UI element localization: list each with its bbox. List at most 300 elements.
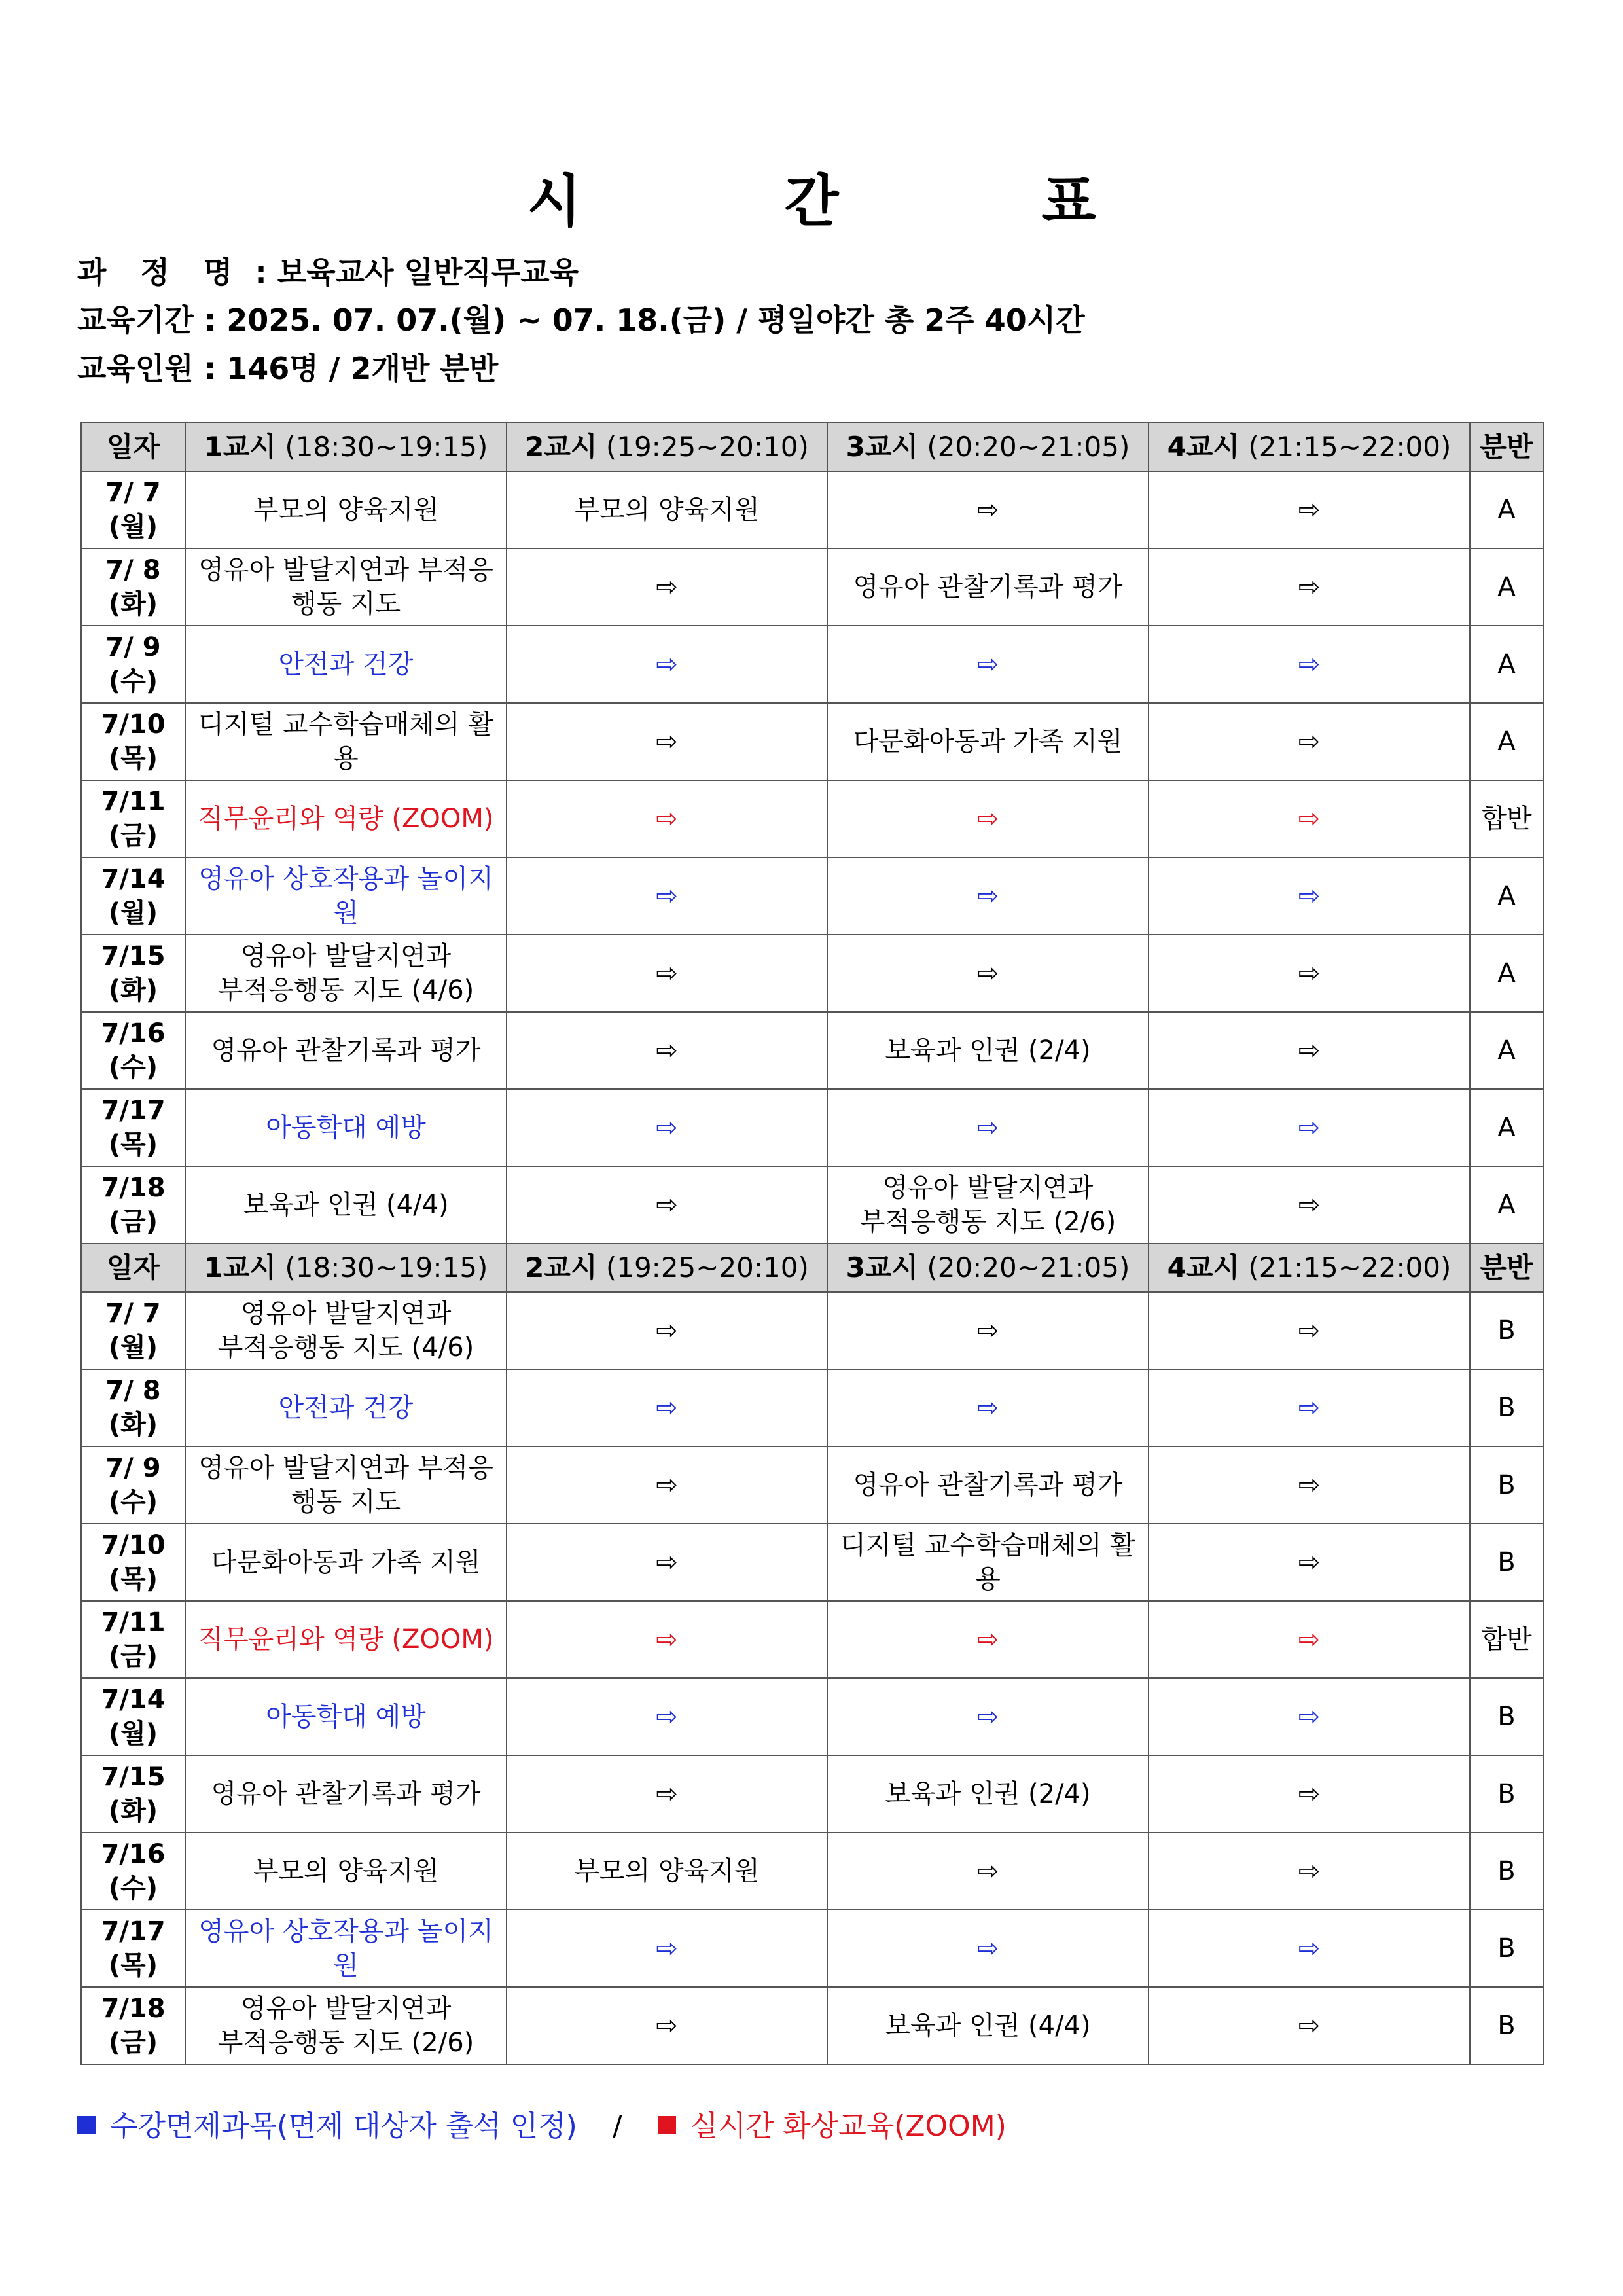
date-day: 7/ 8: [105, 1376, 161, 1406]
header-period-1-label: 1교시: [204, 1251, 276, 1283]
cell-text: 영유아 발달지연과: [882, 1173, 1094, 1203]
date-weekday: (화): [108, 1410, 158, 1440]
header-band: [1470, 423, 1543, 471]
cell-text: ⇨: [976, 804, 999, 834]
date-day: 7/16: [101, 1839, 166, 1869]
arrow-icon: [1149, 471, 1470, 548]
arrow-icon: [507, 1678, 827, 1755]
legend: [77, 2102, 1007, 2144]
period-cell-p3: [827, 1446, 1149, 1524]
date-day: 7/11: [101, 1607, 166, 1638]
header-period-4-time: (21:15~22:00): [1248, 1251, 1452, 1283]
date-day: 7/16: [101, 1018, 166, 1049]
cell-text: ⇨: [1298, 1856, 1321, 1886]
cell-text: 안전과 건강: [278, 1393, 414, 1423]
arrow-icon: [507, 1446, 827, 1524]
table-row: [81, 935, 1543, 1012]
band-cell: B: [1470, 1833, 1543, 1910]
arrow-icon: [1149, 548, 1470, 626]
header-period-2-label: 2교시: [525, 431, 597, 463]
header-period-2-time: (19:25~20:10): [605, 431, 809, 463]
band-cell: A: [1470, 703, 1543, 780]
arrow-icon: [827, 1833, 1149, 1910]
period-cell-p3: [827, 1987, 1149, 2064]
cell-text-line2: 부적응행동 지도 (2/6): [859, 1207, 1116, 1237]
cell-text: ⇨: [976, 1316, 999, 1346]
legend-exempt: 수강면제과목(면제 대상자 출석 인정): [110, 2109, 577, 2143]
period-cell-p1: [185, 1833, 507, 1910]
cell-text: 부모의 양육지원: [574, 495, 760, 525]
cell-text: ⇨: [656, 1702, 678, 1732]
cell-text: ⇨: [656, 1113, 678, 1143]
date-day: 7/18: [101, 1994, 166, 2024]
date-weekday: (목): [108, 1564, 158, 1594]
cell-text: 부모의 양육지원: [574, 1856, 760, 1886]
period-cell-p1: [185, 1089, 507, 1166]
cell-text: 보육과 인권 (2/4): [885, 1779, 1091, 1809]
date-weekday: (화): [108, 1796, 158, 1826]
band-cell: B: [1470, 1524, 1543, 1601]
cell-text-line2: 부적응행동 지도 (4/6): [217, 975, 474, 1005]
cell-text: ⇨: [976, 1393, 999, 1423]
table-row: [81, 1292, 1543, 1369]
arrow-icon: [827, 1678, 1149, 1755]
cell-text: ⇨: [1298, 1470, 1321, 1500]
date-weekday: (수): [108, 666, 158, 696]
band-cell: A: [1470, 548, 1543, 626]
arrow-icon: [507, 1292, 827, 1369]
cell-text: ⇨: [1298, 1316, 1321, 1346]
arrow-icon: [507, 1755, 827, 1833]
period-cell-p1: [185, 471, 507, 548]
arrow-icon: [507, 780, 827, 857]
period-cell-p1: [185, 1601, 507, 1678]
cell-text: ⇨: [656, 1933, 678, 1964]
header-band-label: 분반: [1480, 431, 1533, 463]
date-day: 7/ 9: [105, 632, 161, 662]
arrow-icon: [1149, 1446, 1470, 1524]
header-band: [1470, 1244, 1543, 1292]
band-cell: B: [1470, 1446, 1543, 1524]
cell-text: ⇨: [656, 1190, 678, 1220]
arrow-icon: [1149, 1292, 1470, 1369]
arrow-icon: [507, 548, 827, 626]
cell-text: ⇨: [656, 1547, 678, 1577]
arrow-icon: [827, 780, 1149, 857]
header-period-1: [185, 1244, 507, 1292]
period-cell-p1: [185, 935, 507, 1012]
arrow-icon: [1149, 857, 1470, 935]
date-day: 7/15: [101, 1762, 166, 1792]
table-row: [81, 1166, 1543, 1244]
band-cell: A: [1470, 935, 1543, 1012]
period-cell-p1: [185, 780, 507, 857]
period-cell-p1: [185, 1369, 507, 1446]
cell-text: ⇨: [656, 649, 678, 679]
table-row: [81, 1012, 1543, 1089]
date-weekday: (월): [108, 898, 158, 928]
blue-square-icon: [77, 2116, 96, 2134]
period-cell-p1: [185, 1524, 507, 1601]
arrow-icon: [1149, 1987, 1470, 2064]
date-weekday: (목): [108, 744, 158, 774]
table-row: [81, 1369, 1543, 1446]
period-cell-p2: [507, 471, 827, 548]
arrow-icon: [827, 857, 1149, 935]
date-cell: [81, 471, 185, 548]
date-day: 7/17: [101, 1916, 166, 1946]
cell-text: ⇨: [976, 1113, 999, 1143]
cell-text: ⇨: [1298, 1779, 1321, 1809]
table-row: [81, 1987, 1543, 2064]
arrow-icon: [1149, 703, 1470, 780]
date-day: 7/ 9: [105, 1453, 161, 1483]
cell-text: ⇨: [976, 881, 999, 911]
band-cell: A: [1470, 1089, 1543, 1166]
cell-text: ⇨: [1298, 1624, 1321, 1655]
arrow-icon: [1149, 1755, 1470, 1833]
cell-text: 아동학대 예방: [266, 1702, 426, 1732]
cell-text: 안전과 건강: [278, 649, 414, 679]
cell-text: ⇨: [656, 2011, 678, 2041]
header-period-2: [507, 423, 827, 471]
date-weekday: (화): [108, 589, 158, 619]
period-cell-p1: [185, 1446, 507, 1524]
people-line: [77, 345, 498, 388]
legend-separator: /: [612, 2109, 622, 2143]
arrow-icon: [507, 1601, 827, 1678]
band-cell: 합반: [1470, 780, 1543, 857]
period-cell-p3: [827, 1166, 1149, 1244]
header-date-label: 일자: [106, 431, 160, 463]
band-cell: A: [1470, 1012, 1543, 1089]
period-cell-p1: [185, 1910, 507, 1987]
cell-text: 영유아 상호작용과 놀이지원: [198, 1916, 493, 1981]
header-period-4: [1149, 423, 1470, 471]
date-day: 7/18: [101, 1173, 166, 1203]
period-cell-p3: [827, 548, 1149, 626]
date-weekday: (수): [108, 1873, 158, 1903]
cell-text: ⇨: [976, 958, 999, 988]
arrow-icon: [507, 1369, 827, 1446]
date-cell: [81, 1089, 185, 1166]
date-day: 7/11: [101, 787, 166, 817]
table-row: [81, 1910, 1543, 1987]
header-period-2-label: 2교시: [525, 1251, 597, 1283]
arrow-icon: [827, 626, 1149, 703]
header-period-4-time: (21:15~22:00): [1248, 431, 1452, 463]
header-period-4-label: 4교시: [1167, 1251, 1240, 1283]
cell-text: ⇨: [656, 881, 678, 911]
cell-text: ⇨: [656, 1470, 678, 1500]
table-row: [81, 857, 1543, 935]
cell-text: ⇨: [1298, 1547, 1321, 1577]
cell-text: 직무윤리와 역량 (ZOOM): [198, 1624, 494, 1655]
cell-text: ⇨: [1298, 1190, 1321, 1220]
cell-text-line2: 부적응행동 지도 (4/6): [217, 1333, 474, 1363]
band-cell: B: [1470, 1369, 1543, 1446]
date-cell: [81, 1910, 185, 1987]
arrow-icon: [507, 703, 827, 780]
arrow-icon: [1149, 780, 1470, 857]
cell-text: 부모의 양육지원: [253, 495, 439, 525]
period-cell-p1: [185, 857, 507, 935]
arrow-icon: [1149, 935, 1470, 1012]
cell-text: 영유아 발달지연과: [240, 1994, 452, 2024]
header-period-1: [185, 423, 507, 471]
cell-text: 다문화아동과 가족 지원: [853, 726, 1123, 757]
arrow-icon: [507, 1089, 827, 1166]
date-weekday: (금): [108, 1641, 158, 1672]
red-square-icon: [658, 2116, 676, 2134]
cell-text: ⇨: [976, 1624, 999, 1655]
period-cell-p1: [185, 1292, 507, 1369]
date-day: 7/ 7: [105, 478, 161, 508]
arrow-icon: [1149, 1089, 1470, 1166]
date-cell: [81, 1292, 185, 1369]
cell-text: ⇨: [1298, 1933, 1321, 1964]
header-period-3: [827, 423, 1149, 471]
timetable: [80, 422, 1544, 2065]
cell-text: ⇨: [656, 1779, 678, 1809]
cell-text: 영유아 발달지연과 부적응행동 지도: [198, 1453, 493, 1517]
arrow-icon: [1149, 1369, 1470, 1446]
period-cell-p3: [827, 1524, 1149, 1601]
date-weekday: (금): [108, 821, 158, 851]
date-cell: [81, 1987, 185, 2064]
arrow-icon: [1149, 1601, 1470, 1678]
period-cell-p1: [185, 1987, 507, 2064]
cell-text: 영유아 관찰기록과 평가: [211, 1779, 481, 1809]
date-weekday: (목): [108, 1950, 158, 1981]
course-name-line: [77, 249, 579, 292]
date-cell: [81, 1369, 185, 1446]
cell-text: ⇨: [976, 649, 999, 679]
header-date: [81, 1244, 185, 1292]
period-value: 2025. 07. 07.(월) ~ 07. 18.(금) / 평일야간 총 2주 40시간: [226, 302, 1085, 338]
cell-text: ⇨: [1298, 726, 1321, 757]
date-weekday: (월): [108, 1719, 158, 1749]
cell-text: ⇨: [1298, 2011, 1321, 2041]
cell-text: 영유아 관찰기록과 평가: [211, 1035, 481, 1066]
date-day: 7/10: [101, 709, 166, 740]
arrow-icon: [507, 935, 827, 1012]
band-cell: A: [1470, 626, 1543, 703]
cell-text: 보육과 인권 (2/4): [885, 1035, 1091, 1066]
arrow-icon: [1149, 1910, 1470, 1987]
header-period-3-time: (20:20~21:05): [927, 431, 1130, 463]
legend-zoom: 실시간 화상교육(ZOOM): [690, 2109, 1007, 2143]
cell-text: 영유아 발달지연과: [240, 941, 452, 971]
cell-text: ⇨: [976, 1702, 999, 1732]
table-row: [81, 1678, 1543, 1755]
cell-text: ⇨: [1298, 804, 1321, 834]
date-cell: [81, 703, 185, 780]
header-period-2: [507, 1244, 827, 1292]
cell-text: ⇨: [656, 1393, 678, 1423]
date-day: 7/15: [101, 941, 166, 971]
band-cell: A: [1470, 857, 1543, 935]
period-cell-p1: [185, 548, 507, 626]
table-row: [81, 780, 1543, 857]
table-row: [81, 1524, 1543, 1601]
date-weekday: (월): [108, 1333, 158, 1363]
cell-text: ⇨: [1298, 1702, 1321, 1732]
date-day: 7/ 8: [105, 555, 161, 585]
cell-text: ⇨: [1298, 572, 1321, 602]
date-cell: [81, 1601, 185, 1678]
period-cell-p1: [185, 626, 507, 703]
date-cell: [81, 626, 185, 703]
arrow-icon: [827, 1089, 1149, 1166]
period-cell-p1: [185, 1678, 507, 1755]
period-label: 교육기간: [77, 302, 194, 338]
header-period-4-label: 4교시: [1167, 431, 1240, 463]
course-label: 과 정 명: [77, 255, 245, 290]
header-period-1-time: (18:30~19:15): [285, 431, 488, 463]
band-cell: B: [1470, 1910, 1543, 1987]
arrow-icon: [1149, 1833, 1470, 1910]
cell-text: 직무윤리와 역량 (ZOOM): [198, 804, 494, 834]
arrow-icon: [827, 935, 1149, 1012]
date-cell: [81, 935, 185, 1012]
colon: :: [255, 255, 267, 290]
cell-text: 영유아 상호작용과 놀이지원: [198, 864, 493, 928]
table-row: [81, 1089, 1543, 1166]
arrow-icon: [507, 857, 827, 935]
table-row: [81, 626, 1543, 703]
header-period-3-label: 3교시: [846, 1251, 918, 1283]
table-row: [81, 1833, 1543, 1910]
header-period-1-time: (18:30~19:15): [285, 1251, 488, 1283]
page-title: 시 간 표: [527, 169, 1188, 234]
arrow-icon: [507, 626, 827, 703]
date-cell: [81, 1678, 185, 1755]
header-period-3-time: (20:20~21:05): [927, 1251, 1130, 1283]
table-row: [81, 1446, 1543, 1524]
people-label: 교육인원: [77, 351, 194, 386]
arrow-icon: [507, 1166, 827, 1244]
date-cell: [81, 1446, 185, 1524]
arrow-icon: [827, 1601, 1149, 1678]
table-row: [81, 548, 1543, 626]
date-weekday: (수): [108, 1052, 158, 1083]
colon: :: [204, 351, 217, 386]
date-day: 7/17: [101, 1096, 166, 1126]
header-period-1-label: 1교시: [204, 431, 276, 463]
cell-text: ⇨: [656, 1035, 678, 1066]
cell-text: 영유아 발달지연과: [240, 1299, 452, 1329]
header-period-2-time: (19:25~20:10): [605, 1251, 809, 1283]
period-cell-p1: [185, 1166, 507, 1244]
arrow-icon: [827, 1292, 1149, 1369]
cell-text: 보육과 인권 (4/4): [243, 1190, 449, 1220]
arrow-icon: [827, 1369, 1149, 1446]
cell-text: ⇨: [1298, 1035, 1321, 1066]
cell-text: ⇨: [656, 958, 678, 988]
cell-text: ⇨: [656, 1624, 678, 1655]
cell-text: ⇨: [976, 1933, 999, 1964]
people-value: 146명 / 2개반 분반: [226, 351, 499, 386]
cell-text: 다문화아동과 가족 지원: [211, 1547, 481, 1577]
arrow-icon: [1149, 1012, 1470, 1089]
cell-text: ⇨: [656, 804, 678, 834]
header-period-3: [827, 1244, 1149, 1292]
date-cell: [81, 780, 185, 857]
cell-text: 보육과 인권 (4/4): [885, 2011, 1091, 2041]
arrow-icon: [507, 1987, 827, 2064]
date-cell: [81, 857, 185, 935]
period-cell-p2: [507, 1833, 827, 1910]
header-date: [81, 423, 185, 471]
band-cell: B: [1470, 1987, 1543, 2064]
header-band-label: 분반: [1480, 1251, 1533, 1283]
table-row: [81, 1601, 1543, 1678]
cell-text: ⇨: [656, 572, 678, 602]
period-cell-p3: [827, 703, 1149, 780]
cell-text: 디지털 교수학습매체의 활용: [198, 709, 493, 774]
band-cell: A: [1470, 471, 1543, 548]
cell-text: 아동학대 예방: [266, 1113, 426, 1143]
date-weekday: (목): [108, 1130, 158, 1160]
cell-text: 디지털 교수학습매체의 활용: [840, 1530, 1135, 1594]
date-day: 7/10: [101, 1530, 166, 1560]
cell-text: 영유아 발달지연과 부적응행동 지도: [198, 555, 493, 619]
header-period-3-label: 3교시: [846, 431, 918, 463]
date-cell: [81, 1012, 185, 1089]
cell-text: 영유아 관찰기록과 평가: [853, 1470, 1123, 1500]
cell-text-line2: 부적응행동 지도 (2/6): [217, 2028, 474, 2058]
date-cell: [81, 548, 185, 626]
table-row: [81, 471, 1543, 548]
cell-text: ⇨: [1298, 1393, 1321, 1423]
cell-text: ⇨: [1298, 958, 1321, 988]
arrow-icon: [827, 471, 1149, 548]
cell-text: ⇨: [656, 1316, 678, 1346]
band-cell: B: [1470, 1678, 1543, 1755]
arrow-icon: [827, 1910, 1149, 1987]
colon: :: [204, 302, 217, 338]
cell-text: ⇨: [1298, 1113, 1321, 1143]
cell-text: 부모의 양육지원: [253, 1856, 439, 1886]
date-cell: [81, 1833, 185, 1910]
table-header-row: [81, 1244, 1543, 1292]
cell-text: ⇨: [976, 1856, 999, 1886]
period-cell-p3: [827, 1755, 1149, 1833]
period-cell-p1: [185, 1012, 507, 1089]
cell-text: ⇨: [976, 495, 999, 525]
arrow-icon: [1149, 1678, 1470, 1755]
date-day: 7/14: [101, 1685, 166, 1715]
date-day: 7/ 7: [105, 1299, 161, 1329]
header-date-label: 일자: [106, 1251, 160, 1283]
course-value: 보육교사 일반직무교육: [277, 255, 579, 290]
cell-text: ⇨: [656, 726, 678, 757]
date-cell: [81, 1166, 185, 1244]
date-weekday: (월): [108, 512, 158, 542]
arrow-icon: [1149, 626, 1470, 703]
arrow-icon: [507, 1012, 827, 1089]
table-row: [81, 703, 1543, 780]
band-cell: B: [1470, 1755, 1543, 1833]
cell-text: ⇨: [1298, 881, 1321, 911]
date-weekday: (금): [108, 1207, 158, 1237]
header-period-4: [1149, 1244, 1470, 1292]
arrow-icon: [507, 1524, 827, 1601]
cell-text: 영유아 관찰기록과 평가: [853, 572, 1123, 602]
table-header-row: [81, 423, 1543, 471]
date-day: 7/14: [101, 864, 166, 894]
